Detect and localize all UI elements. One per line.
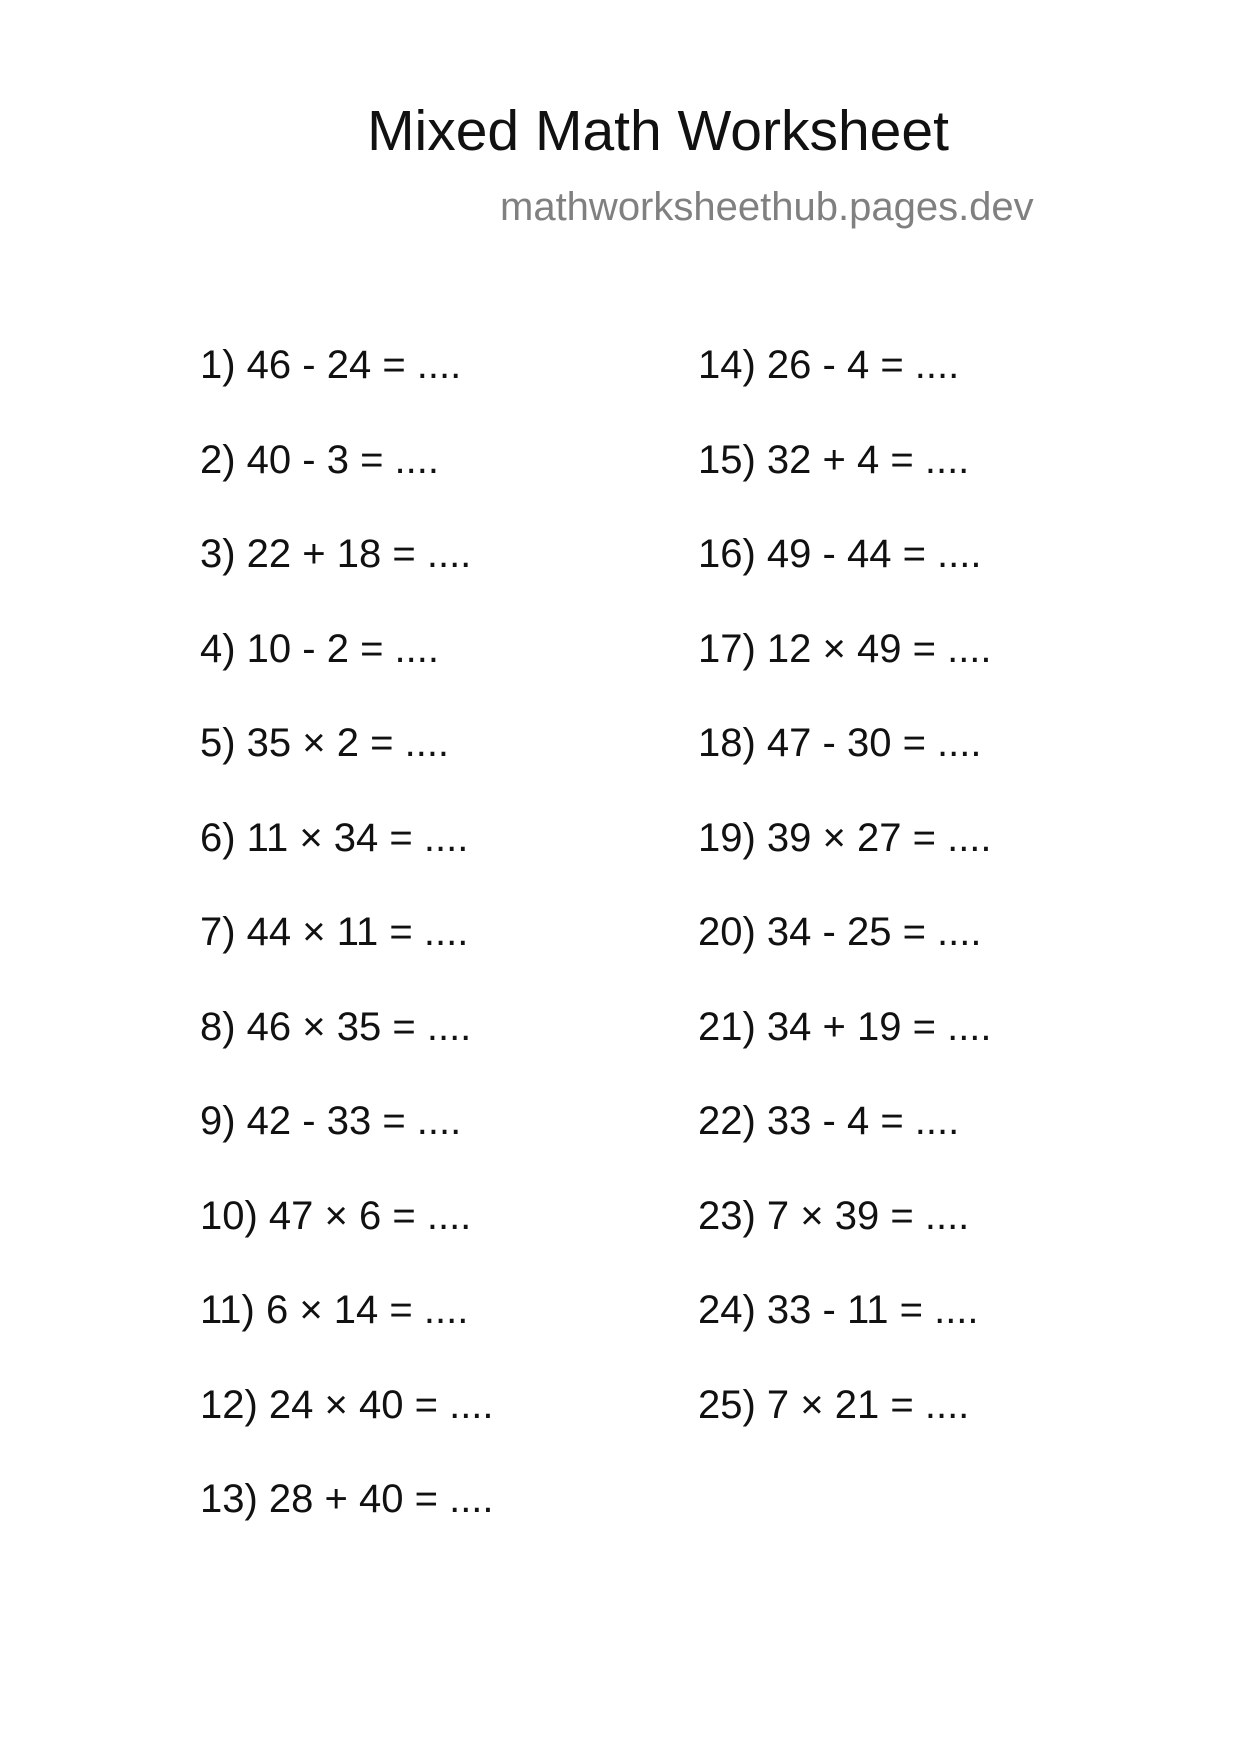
problem-item: 4) 10 - 2 = .... bbox=[200, 626, 440, 671]
problem-column-left bbox=[200, 340, 494, 1569]
problem-item: 16) 49 - 44 = .... bbox=[698, 532, 982, 576]
page-title: Mixed Math Worksheet bbox=[367, 99, 949, 163]
problem-item: 21) 34 + 19 = .... bbox=[698, 1004, 992, 1049]
problem-item: 15) 32 + 4 = .... bbox=[698, 437, 970, 482]
problem-item: 6) 11 × 34 = .... bbox=[200, 815, 469, 860]
problem-item: 11) 6 × 14 = .... bbox=[200, 1288, 469, 1332]
problem-item: 24) 33 - 11 = .... bbox=[698, 1288, 979, 1332]
problem-item: 20) 34 - 25 = .... bbox=[698, 910, 982, 954]
problem-item: 8) 46 × 35 = .... bbox=[200, 1004, 472, 1049]
problem-item: 1) 46 - 24 = .... bbox=[200, 343, 462, 387]
problem-item: 17) 12 × 49 = .... bbox=[698, 626, 992, 671]
problem-item: 5) 35 × 2 = .... bbox=[200, 721, 450, 765]
problem-item: 19) 39 × 27 = .... bbox=[698, 815, 992, 860]
problem-item: 22) 33 - 4 = .... bbox=[698, 1099, 960, 1143]
problem-column-right bbox=[698, 340, 992, 1474]
problem-item: 18) 47 - 30 = .... bbox=[698, 721, 982, 765]
problem-item: 14) 26 - 4 = .... bbox=[698, 343, 960, 387]
problem-item: 12) 24 × 40 = .... bbox=[200, 1382, 494, 1427]
problem-item: 13) 28 + 40 = .... bbox=[200, 1477, 494, 1521]
problem-item: 9) 42 - 33 = .... bbox=[200, 1099, 462, 1143]
site-url: mathworksheethub.pages.dev bbox=[500, 185, 1034, 229]
problem-item: 10) 47 × 6 = .... bbox=[200, 1193, 472, 1238]
problem-item: 3) 22 + 18 = .... bbox=[200, 532, 472, 576]
problem-item: 2) 40 - 3 = .... bbox=[200, 437, 440, 482]
problem-item: 25) 7 × 21 = .... bbox=[698, 1382, 970, 1427]
problem-item: 7) 44 × 11 = .... bbox=[200, 910, 469, 954]
problem-item: 23) 7 × 39 = .... bbox=[698, 1193, 970, 1238]
